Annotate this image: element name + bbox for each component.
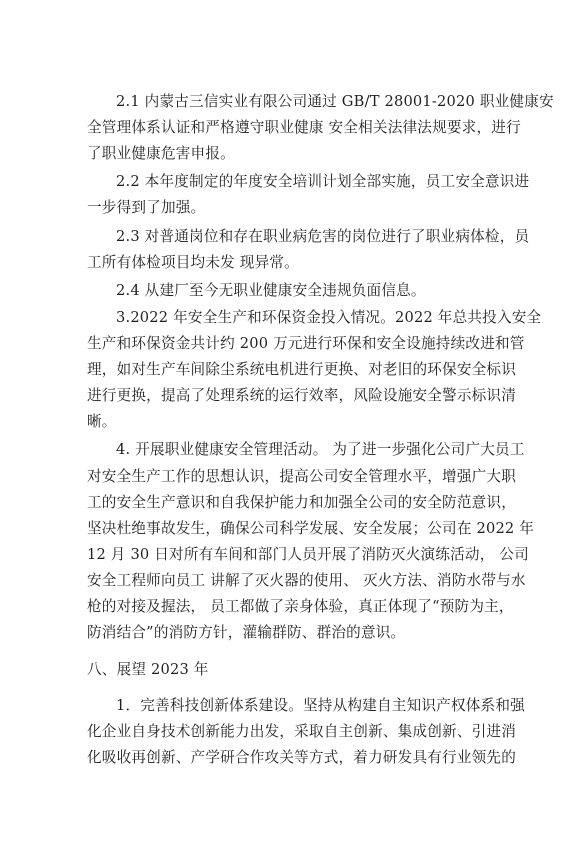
text-line: 一步得到了加强。	[87, 199, 206, 216]
text-line: 理，如对生产车间除尘系统电机进行更换、对老旧的环保安全标识	[87, 361, 517, 378]
text-line: 工所有体检项目均未发 现异常。	[87, 254, 299, 271]
text-line: 化企业自身技术创新能力出发，采取自主创新、集成创新、引进消	[87, 723, 517, 740]
text-line: 2.3 对普通岗位和存在职业病危害的岗位进行了职业病体检，员	[116, 228, 530, 245]
text-line: 枪的对接及握法， 员工都做了亲身体验，真正体现了“预防为主，	[87, 598, 514, 615]
text-line: 4. 开展职业健康安全管理活动。 为了进一步强化公司广大员工	[116, 441, 525, 458]
text-line: 了职业健康危害申报。	[87, 145, 235, 162]
text-line: 对安全生产工作的思想认识，提高公司安全管理水平，增强广大职	[87, 468, 517, 485]
text-line: 进行更换，提高了处理系统的运行效率，风险设施安全警示标识清	[87, 387, 517, 404]
text-line: 工的安全生产意识和自我保护能力和加强全公司的安全防范意识，	[87, 494, 517, 511]
text-line: 坚决杜绝事故发生，确保公司科学发展、安全发展；公司在 2022 年	[87, 520, 535, 537]
text-line: 3.2022 年安全生产和环保资金投入情况。2022 年总共投入安全	[116, 309, 542, 326]
text-line: 生产和环保资金共计约 200 万元进行环保和安全设施持续改进和管	[87, 335, 525, 352]
text-line: 12 月 30 日对所有车间和部门人员开展了消防灭火演练活动， 公司	[87, 546, 529, 563]
section-heading: 八、展望 2023 年	[87, 661, 209, 678]
text-line: 安全工程师向员工 讲解了灭火器的使用、 灭火方法、消防水带与水	[87, 572, 526, 589]
text-line: 2.4 从建厂至今无职业健康安全违规负面信息。	[116, 282, 426, 299]
text-line: 1．完善科技创新体系建设。坚持从构建自主知识产权体系和强	[116, 697, 525, 714]
text-line: 2.1 内蒙古三信实业有限公司通过 GB/T 28001-2020 职业健康安	[116, 93, 554, 110]
text-line: 晰。	[87, 413, 117, 430]
text-line: 全管理体系认证和严格遵守职业健康 安全相关法律法规要求，进行	[87, 119, 521, 136]
text-line: 化吸收再创新、产学研合作攻关等方式，着力研发具有行业领先的	[87, 749, 517, 766]
text-line: 2.2 本年度制定的年度安全培训计划全部实施，员工安全意识进	[116, 173, 530, 190]
text-line: 防消结合”的消防方针，灌输群防、群治的意识。	[87, 624, 406, 641]
